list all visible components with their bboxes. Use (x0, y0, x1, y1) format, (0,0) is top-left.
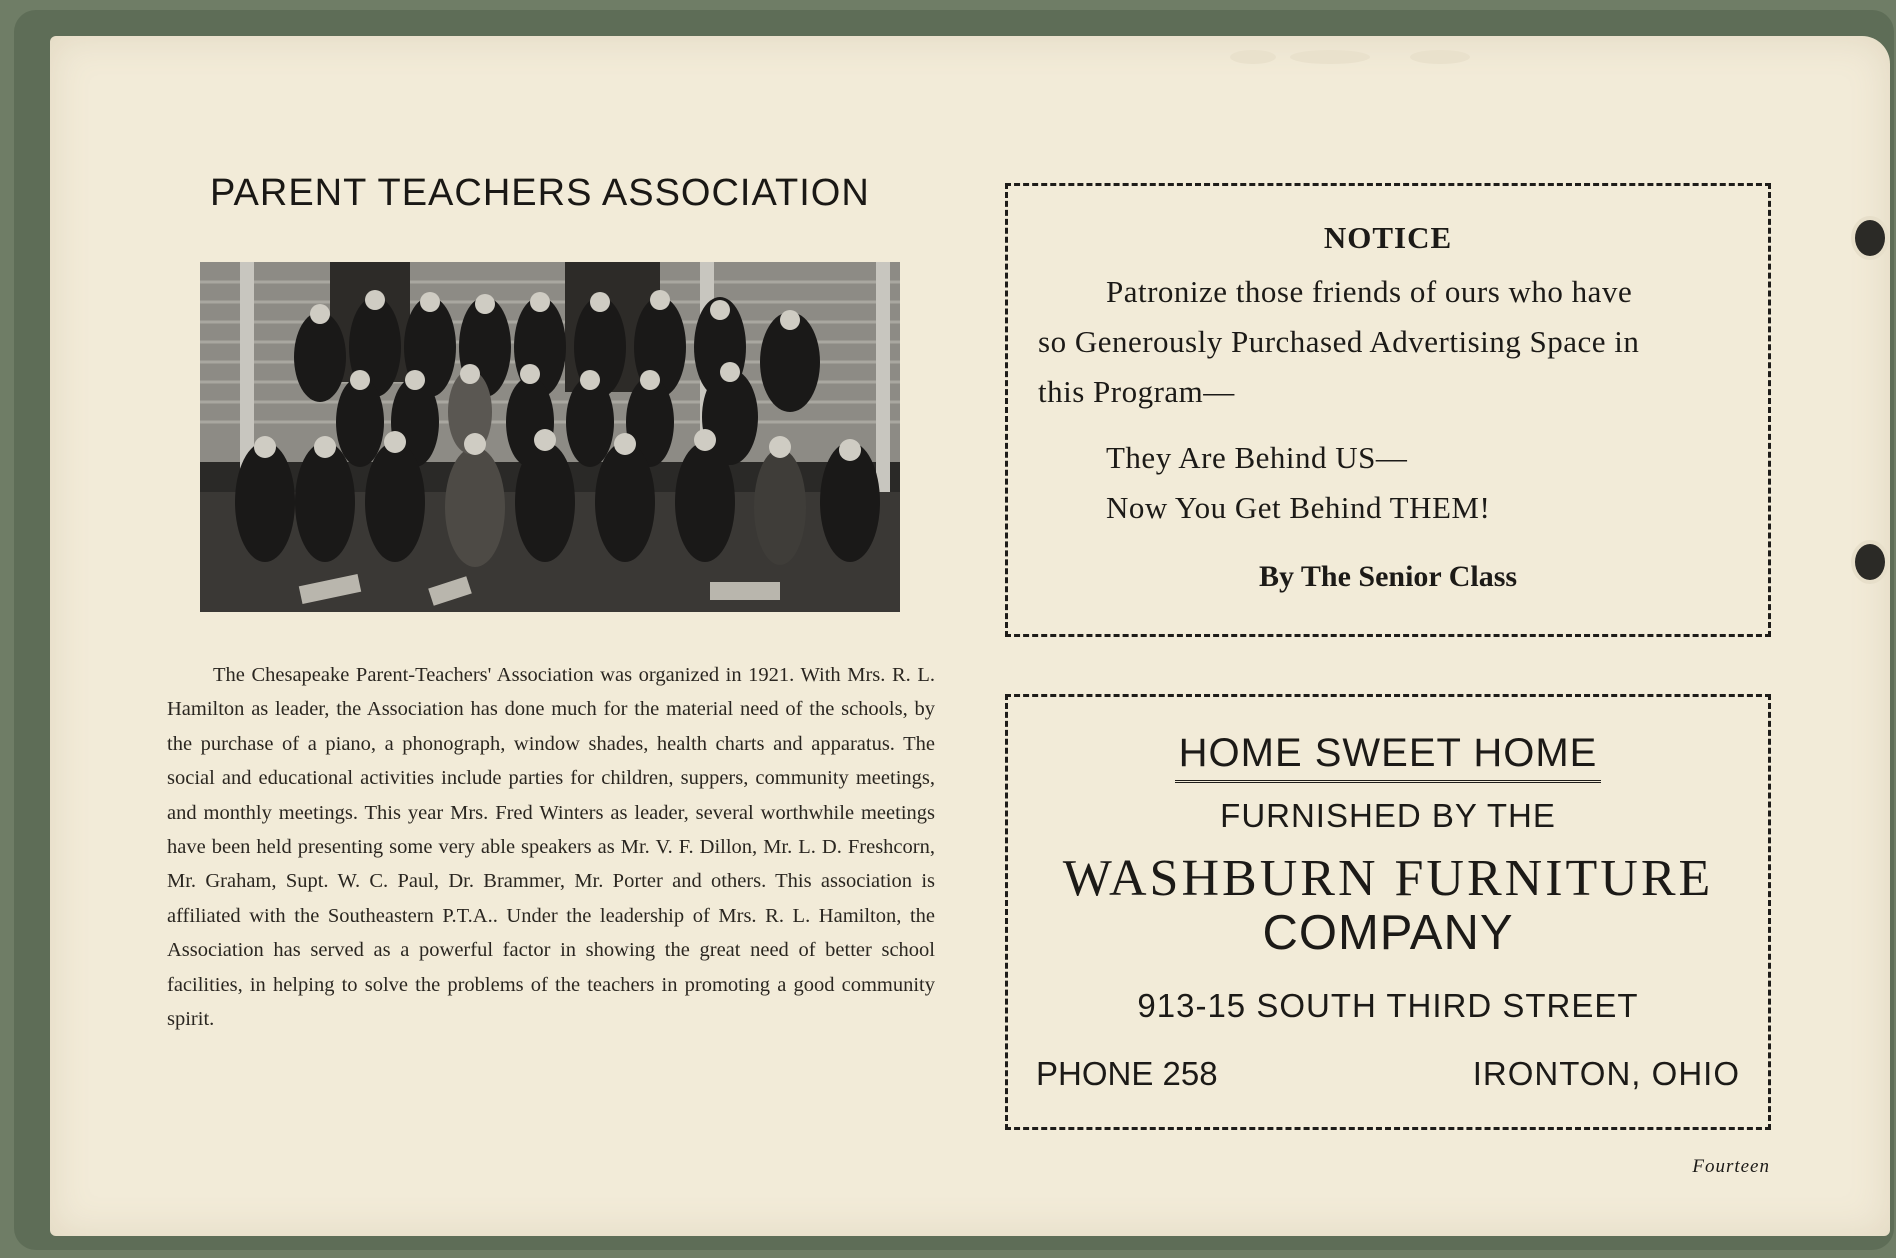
notice-line: Patronize those friends of ours who have (1106, 274, 1633, 309)
notice-line: so Generously Purchased Advertising Space in (1038, 324, 1640, 359)
furniture-advertisement (1005, 694, 1771, 1130)
program-page (50, 36, 1890, 1236)
paper-tear (1290, 50, 1370, 64)
notice-line: They Are Behind US— (1106, 440, 1408, 475)
paper-tear (1410, 50, 1470, 64)
binder-hole (1855, 220, 1885, 256)
ad-subline: FURNISHED BY THE (1220, 797, 1556, 834)
group-photo-image (200, 262, 900, 612)
group-photo (200, 262, 900, 612)
notice-line: this Program— (1038, 374, 1235, 409)
association-history-paragraph: The Chesapeake Parent-Teachers' Association was organized in 1921. With Mrs. R. L. Hamilton as leader, the Association has done much for the material need of the schools, by the purchase of a piano, a phonograph, window shades, health charts and apparatus. The social and educational activities include parties for children, suppers, community meetings, and monthly meetings. This year Mrs. Fred Winters as leader, several worthwhile meetings have been held presenting some very able speakers as Mr. V. F. Dillon, Mr. L. D. Freshcorn, Mr. Graham, Supt. W. C. Paul, Dr. Brammer, Mr. Porter and others. This association is affiliated with the Southeastern P.T.A.. Under the leadership of Mrs. R. L. Hamilton, the Association has served as a powerful factor in showing the great need of better school facilities, in helping to solve the problems of the teachers in promoting a good community spirit. (167, 664, 935, 1031)
ad-company-name: WASHBURN FURNITURE (1062, 850, 1714, 907)
ad-phone: PHONE 258 (1036, 1055, 1218, 1092)
ad-address: 913-15 SOUTH THIRD STREET (1137, 987, 1639, 1024)
notice-title: NOTICE (1323, 220, 1453, 255)
section-heading: PARENT TEACHERS ASSOCIATION (210, 172, 870, 214)
ad-city: IRONTON, OHIO (1472, 1055, 1740, 1092)
ad-company-name-line2: COMPANY (1262, 906, 1514, 960)
paper-tear (1230, 50, 1276, 64)
page-number: Fourteen (1692, 1156, 1770, 1177)
ad-headline (1008, 731, 1768, 783)
notice-box (1005, 183, 1771, 637)
binder-hole (1855, 544, 1885, 580)
notice-line: Now You Get Behind THEM! (1106, 490, 1491, 525)
ad-headline-text: HOME SWEET HOME (1175, 731, 1602, 783)
notice-signature: By The Senior Class (1258, 560, 1518, 593)
